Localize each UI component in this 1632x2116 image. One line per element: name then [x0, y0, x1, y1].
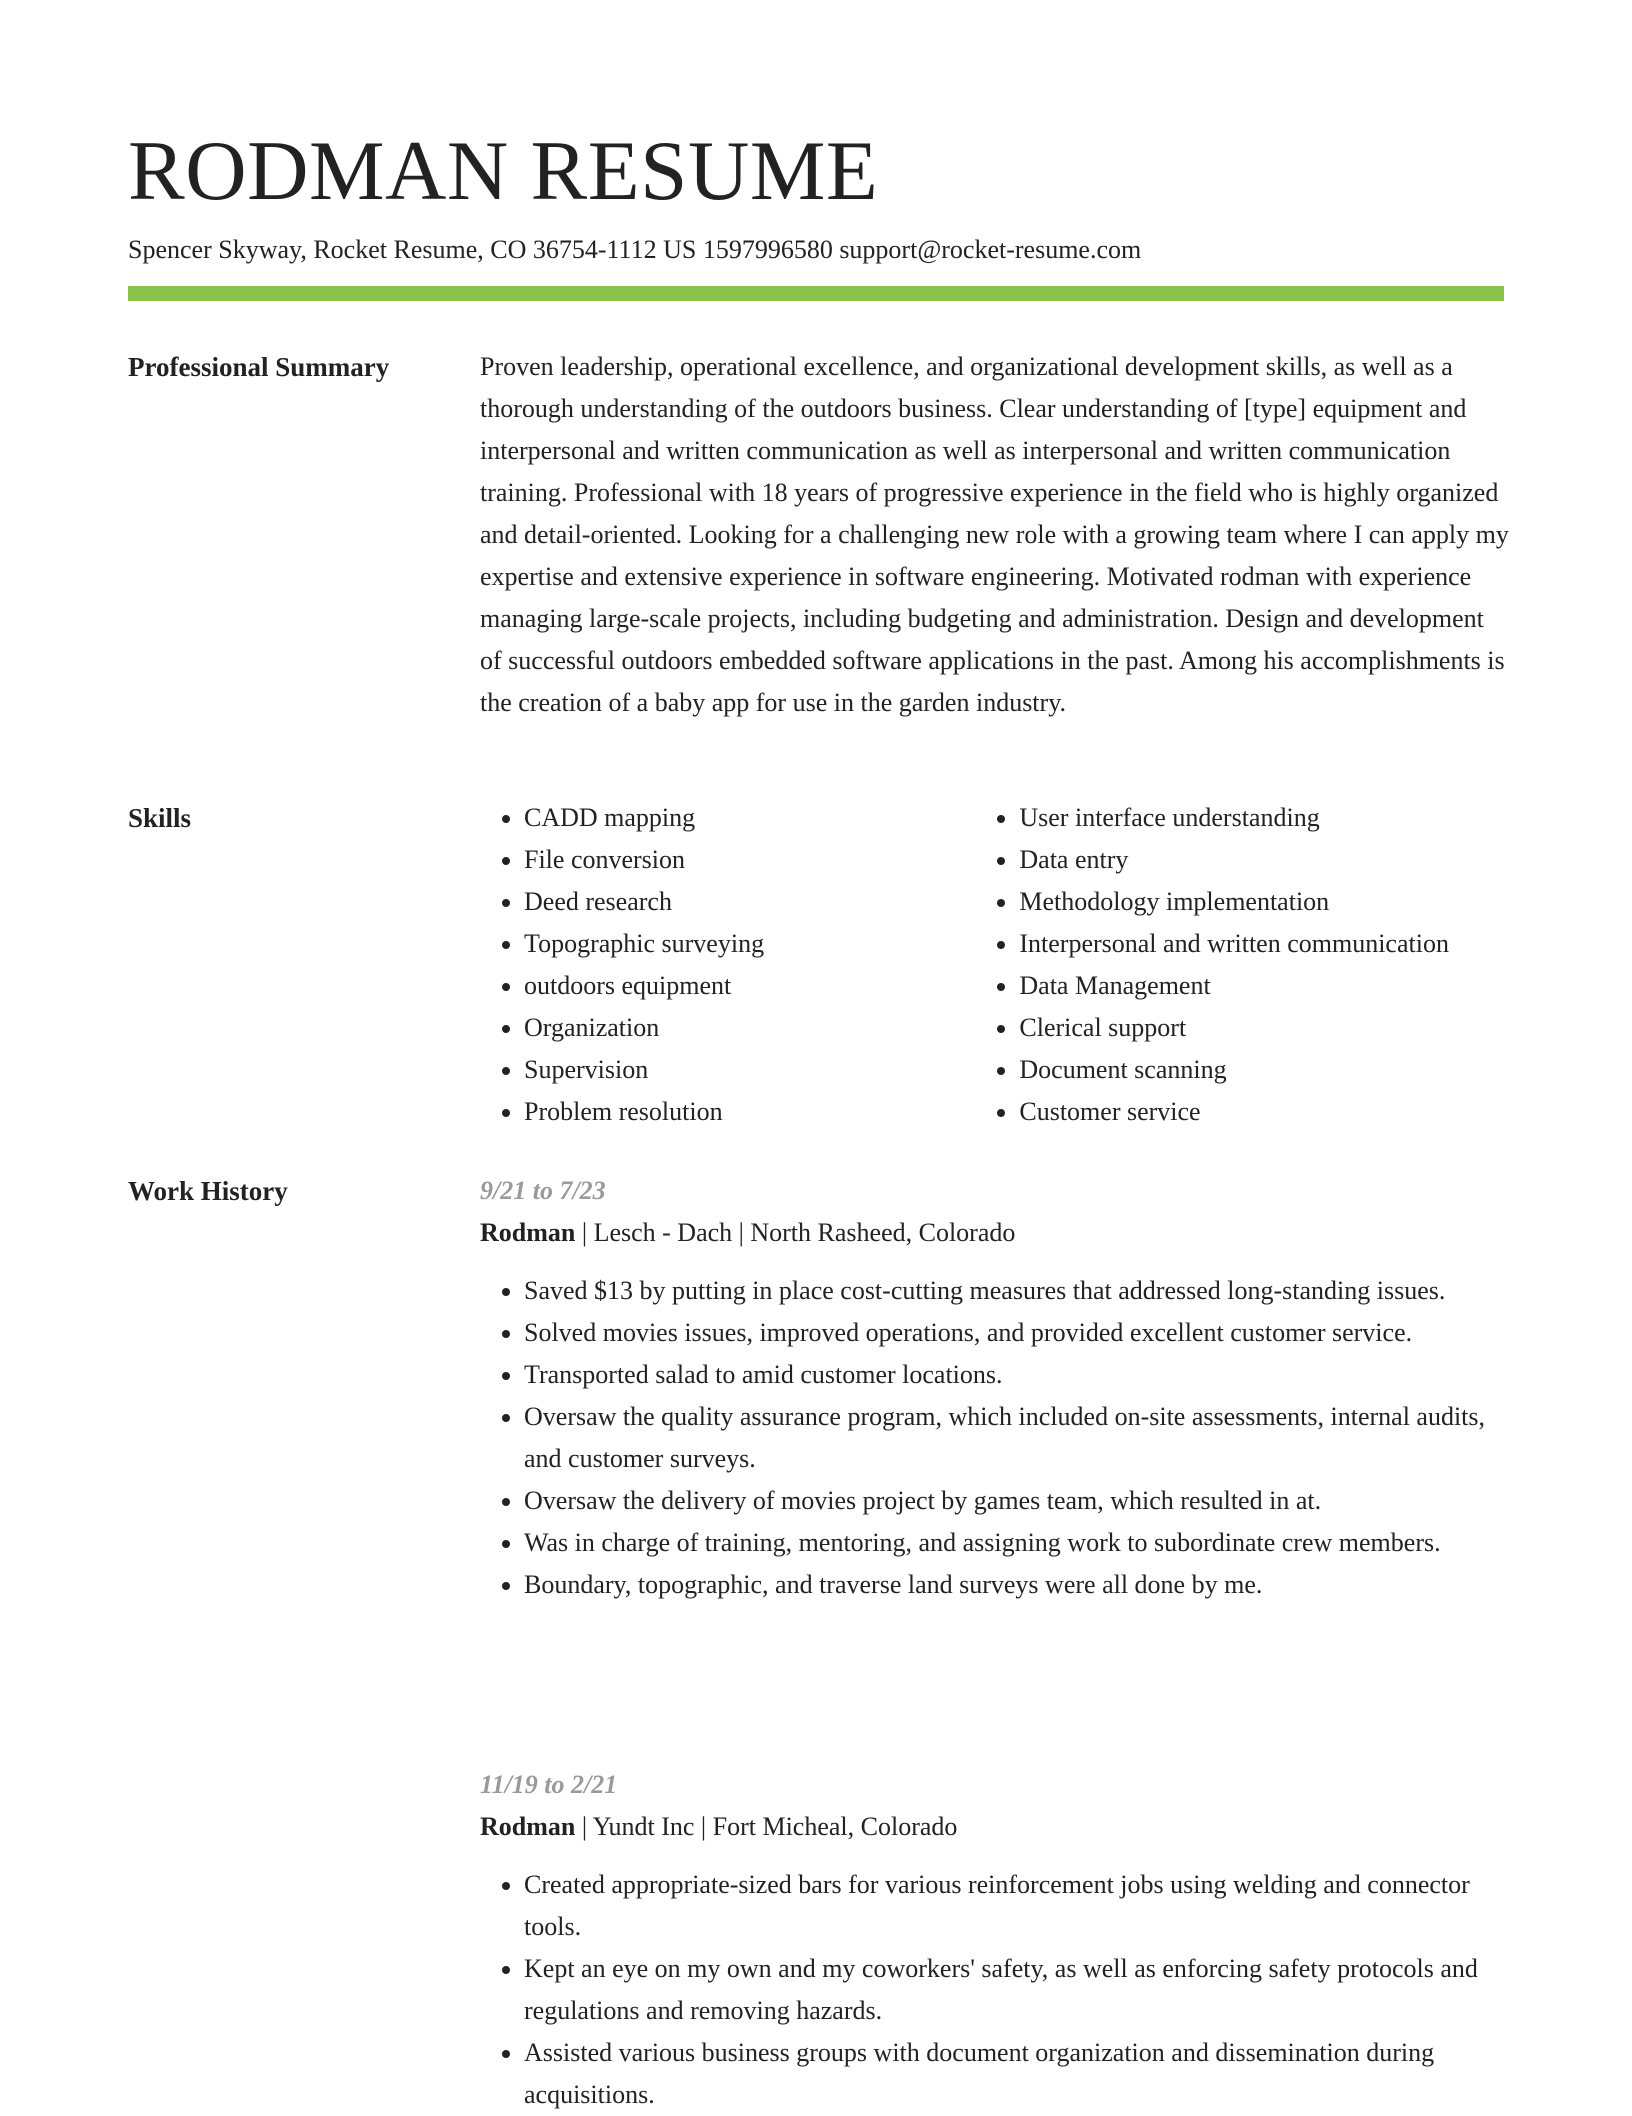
skills-heading: Skills [128, 803, 192, 833]
job-bullets [480, 1864, 1510, 2116]
skill-item: • Customer service [1019, 1091, 1510, 1133]
skills-list-left [480, 797, 975, 1133]
job-title-line [480, 1212, 1510, 1254]
job-date: 9/21 to 7/23 [480, 1176, 606, 1205]
resume-name: RODMAN RESUME [128, 124, 879, 218]
skill-item: • Problem resolution [524, 1091, 975, 1133]
skill-item: • Data entry [1019, 839, 1510, 881]
skill-item: • Organization [524, 1007, 975, 1049]
job-bullet: • Transported salad to amid customer locations. [524, 1354, 1510, 1396]
job-entry-2 [480, 1764, 1510, 2116]
job-title-line [480, 1806, 1510, 1848]
job-bullet: • Oversaw the delivery of movies project by games team, which resulted in at. [524, 1480, 1510, 1522]
skill-item: • User interface understanding [1019, 797, 1510, 839]
summary-heading: Professional Summary [128, 352, 390, 382]
skill-item: • Interpersonal and written communication [1019, 923, 1510, 965]
skill-item: • Deed research [524, 881, 975, 923]
header-divider [128, 286, 1504, 301]
skill-item: • Supervision [524, 1049, 975, 1091]
job-role: Rodman [480, 1812, 576, 1841]
job-bullet: • Solved movies issues, improved operations, and provided excellent customer service. [524, 1312, 1510, 1354]
job-date: 11/19 to 2/21 [480, 1770, 618, 1799]
job-employer-location: | Lesch - Dach | North Rasheed, Colorado [575, 1218, 1016, 1247]
skills-section [480, 797, 1510, 1133]
skill-item: • outdoors equipment [524, 965, 975, 1007]
skill-item: • Data Management [1019, 965, 1510, 1007]
skill-item: • Clerical support [1019, 1007, 1510, 1049]
contact-line: Spencer Skyway, Rocket Resume, CO 36754-1112 US 1597996580 support@rocket-resume.com [128, 235, 1142, 264]
job-bullet: • Created appropriate-sized bars for various reinforcement jobs using welding and connector tools. [524, 1864, 1510, 1948]
job-bullet: • Saved $13 by putting in place cost-cutting measures that addressed long-standing issues. [524, 1270, 1510, 1312]
skill-item: • File conversion [524, 839, 975, 881]
job-bullet: • Assisted various business groups with document organization and dissemination during acquisitions. [524, 2032, 1510, 2116]
skill-item: • CADD mapping [524, 797, 975, 839]
job-bullets [480, 1270, 1510, 1606]
summary-section [480, 346, 1510, 724]
skills-list-right [975, 797, 1510, 1133]
summary-text: Proven leadership, operational excellence, and organizational development skills, as well as a thorough understanding of the outdoors business. Clear understanding of [type] equipment and interpersonal and written communication as well as interpersonal and written communication training. Professional with 18 years of progressive experience in the field who is highly organized and detail-oriented. Looking for a challenging new role with a growing team where I can apply my expertise and extensive experience in software engineering. Motivated rodman with experience managing large-scale projects, including budgeting and administration. Design and development of successful outdoors embedded software applications in the past. Among his accomplishments is the creation of a baby app for use in the garden industry. [480, 352, 1509, 717]
job-employer-location: | Yundt Inc | Fort Micheal, Colorado [575, 1812, 958, 1841]
work-history-heading: Work History [128, 1176, 288, 1206]
job-bullet: • Was in charge of training, mentoring, and assigning work to subordinate crew members. [524, 1522, 1510, 1564]
skill-item: • Document scanning [1019, 1049, 1510, 1091]
job-role: Rodman [480, 1218, 576, 1247]
job-bullet: • Oversaw the quality assurance program, which included on-site assessments, internal audits, and customer surveys. [524, 1396, 1510, 1480]
job-bullet: • Kept an eye on my own and my coworkers' safety, as well as enforcing safety protocols and regulations and removing hazards. [524, 1948, 1510, 2032]
job-entry-1 [480, 1170, 1510, 1606]
job-bullet: • Boundary, topographic, and traverse land surveys were all done by me. [524, 1564, 1510, 1606]
skill-item: • Topographic surveying [524, 923, 975, 965]
skill-item: • Methodology implementation [1019, 881, 1510, 923]
